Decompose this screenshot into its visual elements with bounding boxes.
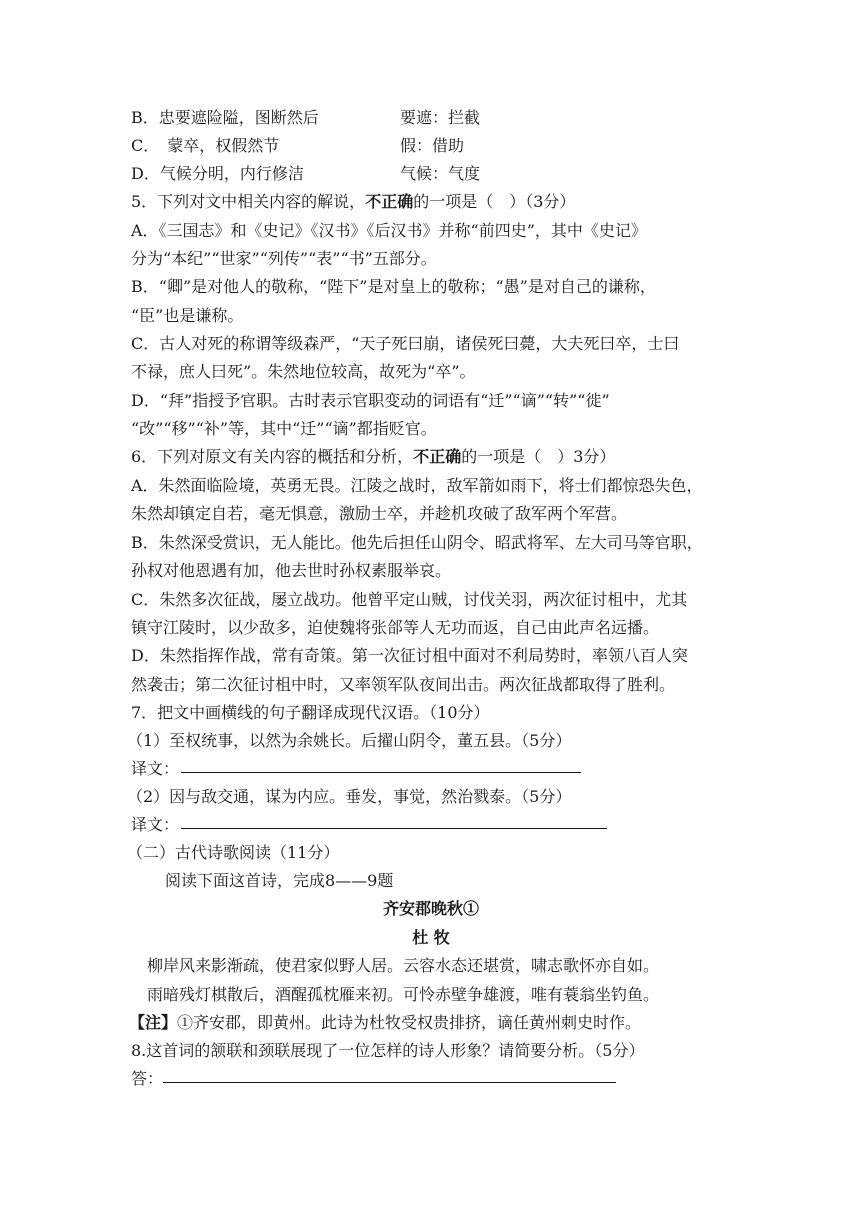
q7-translation-1-answer-line[interactable] [181,772,581,773]
q6-option-b-line1: B．朱然深受赏识，无人能比。他先后担任山阴令、昭武将军、左大司马等官职， [131,533,703,552]
poem-line-1: 柳岸风来影渐疏，使君家似野人居。云容水态还堪赏，啸志歌怀亦自如。 [147,956,660,975]
q8-stem: 8.这首词的颔联和颈联展现了一位怎样的诗人形象？请简要分析。（5分） [131,1041,645,1060]
poem-note [129,1013,641,1033]
q5-stem-bold: 不正确 [365,192,414,211]
q6-option-c-line1: C．朱然多次征战，屡立战功。他曾平定山贼，讨伐关羽，两次征讨柤中，尤其 [131,590,688,609]
q5-stem-pre: 5．下列对文中相关内容的解说， [131,192,366,211]
q4-option-b: B．忠要遮险隘，图断然后 [131,108,319,127]
q4-option-c-gloss: 假：借助 [400,136,465,155]
q5-option-d-line2: “改”“移”“补”等，其中“迁”“谪”都指贬官。 [131,419,437,438]
section-2-instruction: 阅读下面这首诗，完成8——9题 [165,871,394,890]
q7-sentence-1: （1）至权统事，以然为余姚长。后擢山阴令，董五县。（5分） [127,731,572,750]
q6-stem [131,447,615,467]
q7-stem: 7．把文中画横线的句子翻译成现代汉语。（10分） [131,703,490,722]
section-2-heading: （二）古代诗歌阅读（11分） [127,843,340,862]
q7-translation-2-label: 译文： [131,815,180,834]
q6-option-c-line2: 镇守江陵时，以少敌多，迫使魏将张郃等人无功而返，自己由此声名远播。 [131,618,660,637]
q5-option-b-line1: B．“卿”是对他人的敬称，“陛下”是对皇上的敬称；“愚”是对自己的谦称， [131,277,656,296]
q6-option-d-line2: 然袭击；第二次征讨柤中时，又率领军队夜间出击。两次征战都取得了胜利。 [131,675,676,694]
q5-option-c-line2: 不禄，庶人曰死”。朱然地位较高，故死为“卒”。 [131,362,476,381]
q5-option-b-line2: “臣”也是谦称。 [131,306,244,325]
q6-option-d-line1: D．朱然指挥作战，常有奇策。第一次征讨柤中面对不利局势时，率领八百人突 [131,646,688,665]
poem-line-2: 雨暗残灯棋散后，酒醒孤枕雁来初。可怜赤壁争雄渡，唯有蓑翁坐钓鱼。 [147,985,660,1004]
q6-stem-bold: 不正确 [413,447,462,466]
q4-option-d: D．气候分明，内行修洁 [131,164,304,183]
q5-option-d-line1: D．“拜”指授予官职。古时表示官职变动的词语有“迁”“谪”“转”“徙” [131,391,610,410]
q6-option-a-line1: A．朱然面临险境，英勇无畏。江陵之战时，敌军箭如雨下，将士们都惊恐失色， [131,476,703,495]
q6-option-b-line2: 孙权对他恩遇有加，他去世时孙权素服举哀。 [131,561,452,580]
poem-author: 杜 牧 [412,928,450,947]
poem-note-label: 【注】 [129,1013,178,1032]
q5-option-a-line2: 分为“本纪”“世家”“列传”“表”“书”五部分。 [131,249,437,268]
q8-answer-label: 答： [131,1069,164,1088]
q6-option-a-line2: 朱然却镇定自若，毫无惧意，激励士卒，并趁机攻破了敌军两个军营。 [131,504,628,523]
q7-translation-1-label: 译文： [131,759,180,778]
q6-stem-pre: 6．下列对原文有关内容的概括和分析， [131,447,414,466]
q4-option-b-gloss: 要遮：拦截 [400,108,481,127]
q4-option-c: C． 蒙卒，权假然节 [131,136,280,155]
q5-option-c-line1: C．古人对死的称谓等级森严，“天子死曰崩，诸侯死曰薨，大夫死曰卒，士曰 [131,334,680,353]
q6-stem-post: 的一项是（ ）3分） [461,447,616,466]
poem-title: 齐安郡晚秋① [382,899,479,918]
q5-stem-post: 的一项是（ ）（3分） [413,192,576,211]
poem-note-text: ①齐安郡，即黄州。此诗为杜牧受权贵排挤，谪任黄州刺史时作。 [177,1013,642,1032]
q7-sentence-2: （2）因与敌交通，谋为内应。垂发，事觉，然治戮泰。（5分） [127,787,572,806]
q5-option-a-line1: A．《三国志》和《史记》《汉书》《后汉书》并称“前四史”，其中《史记》 [131,221,647,240]
q7-translation-2-answer-line[interactable] [181,828,607,829]
q4-option-d-gloss: 气候：气度 [400,164,481,183]
q5-stem [131,192,575,212]
q8-answer-line[interactable] [163,1082,616,1083]
